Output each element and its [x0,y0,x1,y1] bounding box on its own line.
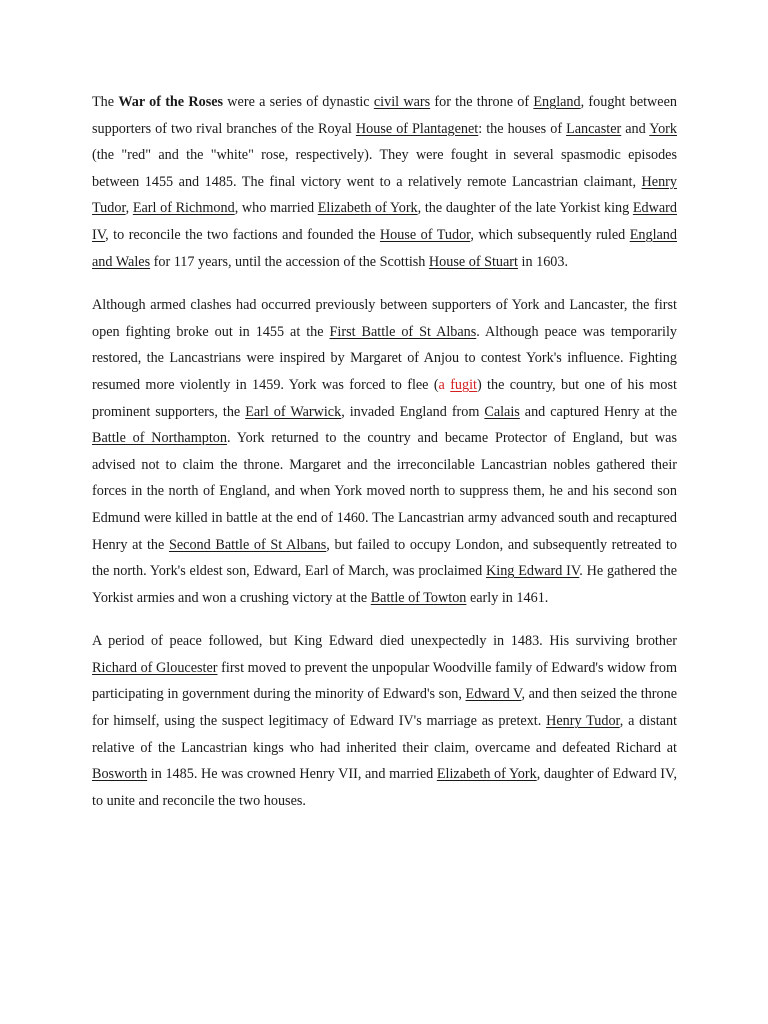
text-run: . York returned to the country and became Protector of England, but was advised not to claim the throne. Margaret and the irreconcilable Lancastrian nobles gathered their forces in the north of England, and when York moved north to suppress them, he and his second son Edmund were killed in battle at the end of 1460. The Lancastrian army advanced south and recaptured Henry at the [92,430,677,553]
link-lancaster[interactable]: Lancaster [566,120,622,137]
link-england[interactable]: England [533,94,581,110]
highlighted-text: a [438,376,451,393]
text-run: and [621,120,650,137]
paragraph-1 [92,89,677,275]
link-edward-v[interactable]: Edward V [465,686,522,703]
link-richard-of-gloucester[interactable]: Richard of Gloucester [92,659,218,676]
text-run: , a distant relative of the Lancastrian kings who had inherited their claim, overcame and defeated Richard at [92,713,677,756]
link-henry-tudor[interactable]: Henry Tudor [546,713,620,730]
link-king-edward-iv[interactable]: King Edward IV [486,563,580,580]
text-run: , and then seized the throne for himself, using the suspect legitimacy of Edward IV's marriage as pretext. [92,686,678,730]
link-edward-iv[interactable]: Edward IV [92,200,677,243]
link-house-of-stuart[interactable]: House of Stuart [428,253,518,270]
text-run: (the "red" and the "white" rose, respectively). They were fought in several spasmodic episodes between 1455 and 1485. The final victory went to a relatively remote Lancastrian claimant, [92,147,677,190]
text-run: early in 1461. [466,589,549,606]
link-elizabeth-of-york[interactable]: Elizabeth of York [436,766,537,783]
text-run: , [125,200,133,217]
text-run: , fought between supporters of two rival branches of the Royal [92,94,677,137]
bold-term: War of the Roses [118,94,224,110]
text-run: . Although peace was temporarily restored, the Lancastrians were inspired by Margaret of Anjou to contest York's influence. Fighting resumed more violently in 1459. York was forced to flee ( [92,323,677,393]
text-run: : the houses of [478,120,567,137]
link-henry-tudor[interactable]: Henry Tudor [92,173,677,217]
link-england-and-wales[interactable]: England and Wales [92,226,677,270]
text-run: ) the country, but one of his most prominent supporters, the [92,376,677,420]
paragraph-2 [92,292,677,611]
link-house-of-tudor[interactable]: House of Tudor [379,226,471,243]
text-run: for the throne of [430,94,534,110]
link-earl-of-richmond[interactable]: Earl of Richmond [132,200,235,217]
text-run: in 1603. [517,253,569,270]
text-run: , but failed to occupy London, and subsequently retreated to the north. York's eldest son, Edward, Earl of March, was proclaimed [92,536,677,580]
link-second-battle-of-st-albans[interactable]: Second Battle of St Albans [168,536,327,553]
text-run: and captured Henry at the [519,403,677,420]
link-york[interactable]: York [649,120,677,137]
document-body [92,89,677,831]
text-run: , the daughter of the late Yorkist king [417,200,633,217]
paragraph-3 [92,628,677,814]
link-battle-of-towton[interactable]: Battle of Towton [370,589,467,606]
text-run: , who married [234,200,318,217]
link-battle-of-northampton[interactable]: Battle of Northampton [92,430,227,447]
text-run: first moved to prevent the unpopular Woodville family of Edward's widow from participating in government during the minority of Edward's son, [92,659,677,703]
text-run: A period of peace followed, but King Edward died unexpectedly in 1483. His surviving brother [92,633,677,650]
link-calais[interactable]: Calais [484,403,520,420]
link-house-of-plantagenet[interactable]: House of Plantagenet [355,120,479,137]
link-first-battle-of-st-albans[interactable]: First Battle of St Albans [329,323,477,340]
text-run: , daughter of Edward IV, to unite and reconcile the two houses. [92,766,677,809]
text-run: were a series of dynastic [223,94,374,110]
text-run: The [92,94,119,110]
text-run: , invaded England from [341,403,485,420]
text-run: in 1485. He was crowned Henry VII, and married [147,766,437,783]
link-elizabeth-of-york[interactable]: Elizabeth of York [317,200,418,217]
link-fugit[interactable]: fugit [450,376,477,393]
text-run: , to reconcile the two factions and founded the [105,226,380,243]
text-run: for 117 years, until the accession of the Scottish [150,253,429,270]
link-bosworth[interactable]: Bosworth [92,766,148,783]
link-civil-wars[interactable]: civil wars [373,94,431,110]
text-run: Although armed clashes had occurred previously between supporters of York and Lancaster, the first open fighting broke out in 1455 at the [92,297,677,340]
text-run: , which subsequently ruled [470,226,630,243]
link-earl-of-warwick[interactable]: Earl of Warwick [245,403,342,420]
text-run: . He gathered the Yorkist armies and won a crushing victory at the [92,563,678,606]
